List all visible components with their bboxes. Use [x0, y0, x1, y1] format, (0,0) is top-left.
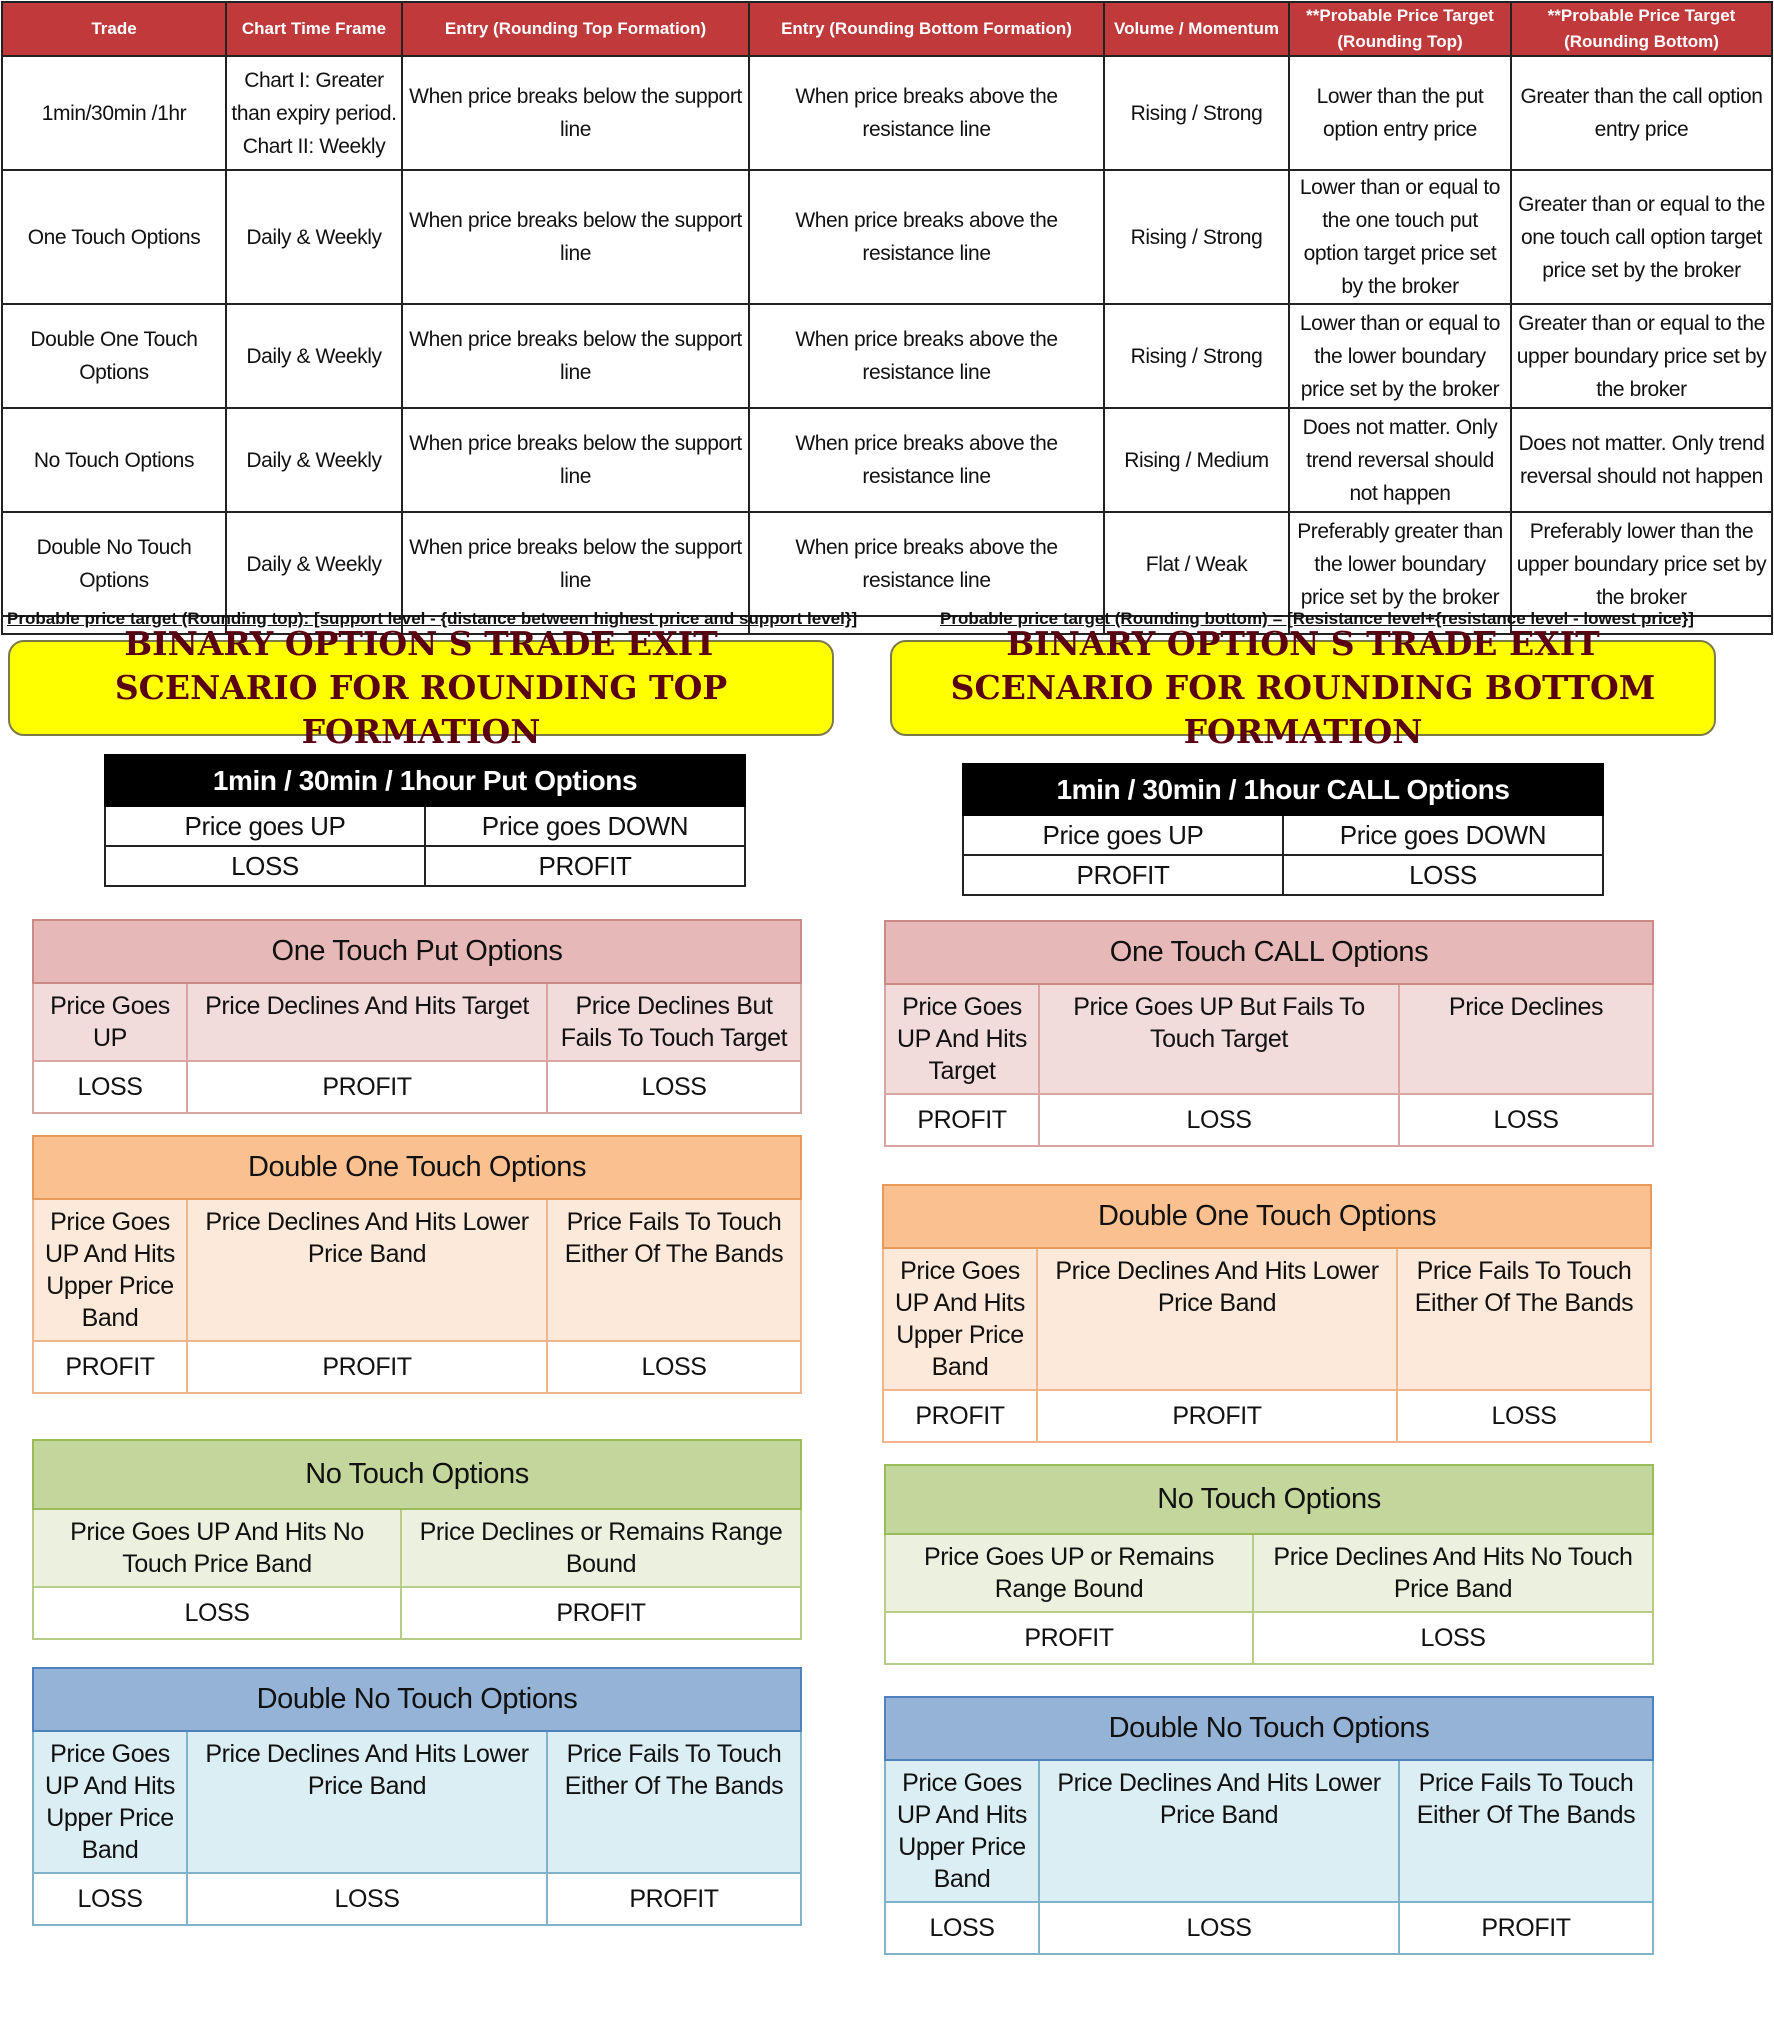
formula-rounding-top: Probable price target (Rounding top): [support level - {distance between highest price and support level}] [7, 609, 858, 628]
result-cell: PROFIT [1037, 1390, 1397, 1442]
table-cell: When price breaks above the resistance line [749, 512, 1104, 616]
result-cell: PROFIT [401, 1587, 801, 1639]
header-time-frame: Chart Time Frame [226, 2, 402, 56]
banner-rounding-bottom: BINARY OPTION S TRADE EXIT SCENARIO FOR ROUNDING BOTTOM FORMATION [890, 640, 1716, 736]
scenario-cell: Price Declines And Hits Target [187, 983, 547, 1061]
put-options-title: 1min / 30min / 1hour Put Options [105, 755, 745, 806]
table-cell: When price breaks above the resistance line [749, 170, 1104, 304]
scenario-cell: Price Goes UP [33, 983, 187, 1061]
table-cell: When price breaks above the resistance line [749, 408, 1104, 512]
scenario-cell: Price Goes UP And Hits No Touch Price Band [33, 1509, 401, 1587]
table-cell: When price breaks below the support line [402, 408, 749, 512]
table-cell: When price breaks below the support line [402, 170, 749, 304]
table-cell: When price breaks above the resistance line [749, 56, 1104, 170]
result-cell: LOSS [1283, 855, 1603, 895]
double-one-touch-table-right [882, 1184, 1652, 1443]
result-cell: LOSS [1253, 1612, 1653, 1664]
result-cell: LOSS [885, 1902, 1039, 1954]
scenario-cell: Price Fails To Touch Either Of The Bands [1399, 1760, 1653, 1902]
table-cell: Greater than or equal to the one touch call option target price set by the broker [1511, 170, 1772, 304]
double-no-touch-table-left [32, 1667, 802, 1926]
result-cell: PROFIT [547, 1873, 801, 1925]
scenario-cell: Price Fails To Touch Either Of The Bands [1397, 1248, 1651, 1390]
table-cell: Preferably greater than the lower boundary price set by the broker [1289, 512, 1511, 616]
header-volume: Volume / Momentum [1104, 2, 1289, 56]
result-cell: LOSS [33, 1873, 187, 1925]
result-cell: LOSS [1039, 1094, 1399, 1146]
result-cell: PROFIT [885, 1094, 1039, 1146]
strategy-table [1, 1, 1773, 635]
result-cell: PROFIT [963, 855, 1283, 895]
scenario-cell: Price Goes UP And Hits Target [885, 984, 1039, 1094]
result-cell: LOSS [105, 846, 425, 886]
table-row [2, 512, 1772, 616]
table-cell: Double One Touch Options [2, 304, 226, 408]
scenario-cell: Price Declines And Hits Lower Price Band [187, 1199, 547, 1341]
banner-rounding-top: BINARY OPTION S TRADE EXIT SCENARIO FOR ROUNDING TOP FORMATION [8, 640, 834, 736]
table-cell: When price breaks below the support line [402, 56, 749, 170]
result-cell: LOSS [1039, 1902, 1399, 1954]
call-options-title: 1min / 30min / 1hour CALL Options [963, 764, 1603, 815]
scenario-cell: Price Goes UP And Hits Upper Price Band [883, 1248, 1037, 1390]
table-cell: Daily & Weekly [226, 512, 402, 616]
table-cell: One Touch Options [2, 170, 226, 304]
scenario-cell: Price Goes UP or Remains Range Bound [885, 1534, 1253, 1612]
table-title: One Touch CALL Options [885, 921, 1653, 984]
result-cell: LOSS [33, 1061, 187, 1113]
table-row [2, 408, 1772, 512]
table-cell: Does not matter. Only trend reversal should not happen [1511, 408, 1772, 512]
double-no-touch-table-right [884, 1696, 1654, 1955]
table-cell: When price breaks below the support line [402, 512, 749, 616]
table-cell: Daily & Weekly [226, 408, 402, 512]
table-row [2, 56, 1772, 170]
table-cell: Double No Touch Options [2, 512, 226, 616]
scenario-cell: Price Declines But Fails To Touch Target [547, 983, 801, 1061]
table-cell: When price breaks below the support line [402, 304, 749, 408]
result-cell: PROFIT [425, 846, 745, 886]
table-row [2, 170, 1772, 304]
result-cell: LOSS [33, 1587, 401, 1639]
result-cell: PROFIT [33, 1341, 187, 1393]
table-cell: 1min/30min /1hr [2, 56, 226, 170]
scenario-cell: Price Fails To Touch Either Of The Bands [547, 1199, 801, 1341]
table-cell: When price breaks above the resistance line [749, 304, 1104, 408]
result-cell: PROFIT [1399, 1902, 1653, 1954]
scenario-cell: Price Declines And Hits Lower Price Band [1039, 1760, 1399, 1902]
header-entry-bottom: Entry (Rounding Bottom Formation) [749, 2, 1104, 56]
result-cell: PROFIT [883, 1390, 1037, 1442]
table-cell: Lower than or equal to the one touch put option target price set by the broker [1289, 170, 1511, 304]
table-title: Double No Touch Options [33, 1668, 801, 1731]
result-cell: PROFIT [187, 1061, 547, 1113]
scenario-cell: Price Declines or Remains Range Bound [401, 1509, 801, 1587]
scenario-cell: Price Goes UP But Fails To Touch Target [1039, 984, 1399, 1094]
result-cell: PROFIT [885, 1612, 1253, 1664]
formula-rounding-bottom: Probable price target (Rounding bottom) = [Resistance level+{resistance level - lowest price}] [940, 609, 1694, 628]
scenario-cell: Price Declines [1399, 984, 1653, 1094]
table-title: No Touch Options [885, 1465, 1653, 1534]
table-title: Double No Touch Options [885, 1697, 1653, 1760]
table-cell: Chart I: Greater than expiry period. Chart II: Weekly [226, 56, 402, 170]
header-trade: Trade [2, 2, 226, 56]
col-header: Price goes UP [963, 815, 1283, 855]
col-header: Price goes UP [105, 806, 425, 846]
call-options-table [962, 763, 1604, 896]
table-cell: Greater than or equal to the upper boundary price set by the broker [1511, 304, 1772, 408]
result-cell: LOSS [547, 1061, 801, 1113]
table-title: One Touch Put Options [33, 920, 801, 983]
result-cell: LOSS [1399, 1094, 1653, 1146]
result-cell: LOSS [547, 1341, 801, 1393]
table-cell: Daily & Weekly [226, 304, 402, 408]
scenario-cell: Price Declines And Hits Lower Price Band [187, 1731, 547, 1873]
table-title: No Touch Options [33, 1440, 801, 1509]
table-cell: Flat / Weak [1104, 512, 1289, 616]
no-touch-table-right [884, 1464, 1654, 1665]
one-touch-put-table [32, 919, 802, 1114]
one-touch-call-table [884, 920, 1654, 1147]
scenario-cell: Price Fails To Touch Either Of The Bands [547, 1731, 801, 1873]
table-cell: Greater than the call option entry price [1511, 56, 1772, 170]
col-header: Price goes DOWN [1283, 815, 1603, 855]
table-title: Double One Touch Options [883, 1185, 1651, 1248]
put-options-table [104, 754, 746, 887]
header-target-top: **Probable Price Target (Rounding Top) [1289, 2, 1511, 56]
table-row [2, 304, 1772, 408]
scenario-cell: Price Goes UP And Hits Upper Price Band [885, 1760, 1039, 1902]
table-cell: Daily & Weekly [226, 170, 402, 304]
scenario-cell: Price Goes UP And Hits Upper Price Band [33, 1199, 187, 1341]
table-cell: Lower than or equal to the lower boundary price set by the broker [1289, 304, 1511, 408]
table-cell: Rising / Strong [1104, 56, 1289, 170]
table-cell: Lower than the put option entry price [1289, 56, 1511, 170]
result-cell: LOSS [1397, 1390, 1651, 1442]
table-cell: Preferably lower than the upper boundary price set by the broker [1511, 512, 1772, 616]
result-cell: LOSS [187, 1873, 547, 1925]
header-target-bottom: **Probable Price Target (Rounding Bottom) [1511, 2, 1772, 56]
table-cell: No Touch Options [2, 408, 226, 512]
scenario-cell: Price Goes UP And Hits Upper Price Band [33, 1731, 187, 1873]
table-cell: Does not matter. Only trend reversal should not happen [1289, 408, 1511, 512]
result-cell: PROFIT [187, 1341, 547, 1393]
scenario-cell: Price Declines And Hits Lower Price Band [1037, 1248, 1397, 1390]
col-header: Price goes DOWN [425, 806, 745, 846]
table-cell: Rising / Strong [1104, 304, 1289, 408]
table-cell: Rising / Strong [1104, 170, 1289, 304]
double-one-touch-table-left [32, 1135, 802, 1394]
scenario-cell: Price Declines And Hits No Touch Price Band [1253, 1534, 1653, 1612]
table-cell: Rising / Medium [1104, 408, 1289, 512]
no-touch-table-left [32, 1439, 802, 1640]
header-entry-top: Entry (Rounding Top Formation) [402, 2, 749, 56]
table-title: Double One Touch Options [33, 1136, 801, 1199]
